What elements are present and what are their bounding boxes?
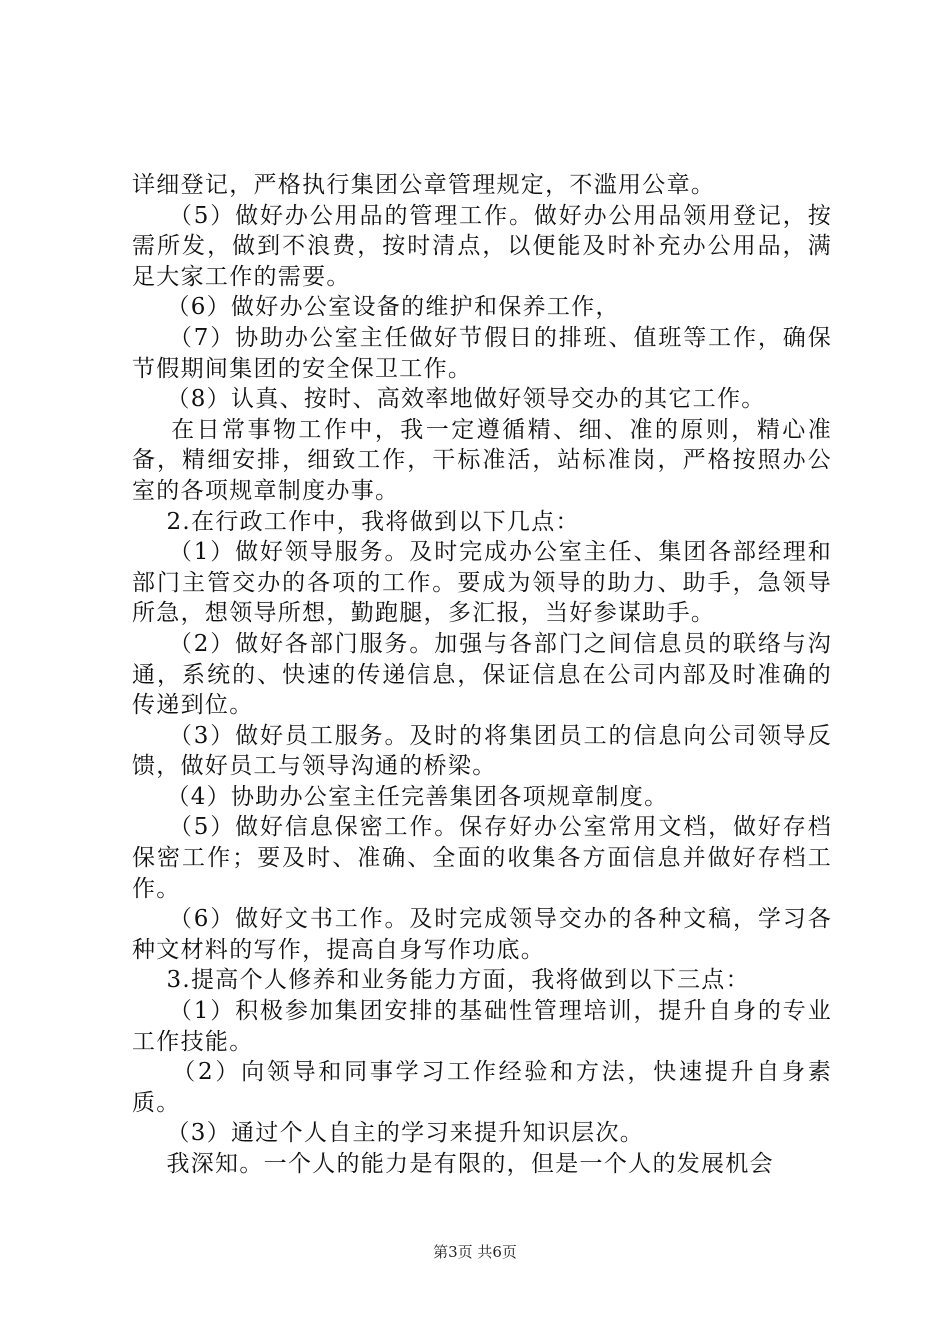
paragraph: 在日常事物工作中，我一定遵循精、细、准的原则，精心准备，精细安排，细致工作，干标准活，站标准岗，严格按照办公室的各项规章制度办事。 <box>132 416 832 504</box>
paragraph: （3）做好员工服务。及时的将集团员工的信息向公司领导反馈，做好员工与领导沟通的桥梁。 <box>132 722 832 780</box>
paragraph: （5）做好办公用品的管理工作。做好办公用品领用登记，按需所发，做到不浪费，按时清点，以便能及时补充办公用品，满足大家工作的需要。 <box>132 202 832 290</box>
paragraph: 3.提高个人修养和业务能力方面，我将做到以下三点： <box>132 967 750 994</box>
paragraph: （4）协助办公室主任完善集团各项规章制度。 <box>132 783 669 810</box>
paragraph: 我深知。一个人的能力是有限的，但是一个人的发展机会 <box>132 1151 774 1177</box>
paragraph: （1）做好领导服务。及时完成办公室主任、集团各部经理和部门主管交办的各项的工作。要成为领导的助力、助手，急领导所急，想领导所想，勤跑腿，多汇报，当好参谋助手。 <box>132 539 832 627</box>
document-body <box>132 170 832 1180</box>
paragraph: 详细登记，严格执行集团公章管理规定，不滥用公章。 <box>132 172 716 198</box>
paragraph: （2）向领导和同事学习工作经验和方法，快速提升自身素质。 <box>132 1059 832 1116</box>
paragraph: （7）协助办公室主任做好节假日的排班、值班等工作，确保节假期间集团的安全保卫工作。 <box>132 324 832 382</box>
paragraph: 2.在行政工作中，我将做到以下几点： <box>132 508 580 535</box>
paragraph: （1）积极参加集团安排的基础性管理培训，提升自身的专业工作技能。 <box>132 998 832 1055</box>
paragraph: （2）做好各部门服务。加强与各部门之间信息员的联络与沟通，系统的、快速的传递信息，保证信息在公司内部及时准确的传递到位。 <box>132 630 832 719</box>
paragraph: （6）做好文书工作。及时完成领导交办的各种文稿，学习各种文材料的写作，提高自身写作功底。 <box>132 906 832 963</box>
paragraph: （8）认真、按时、高效率地做好领导交办的其它工作。 <box>132 386 766 413</box>
paragraph: （3）通过个人自主的学习来提升知识层次。 <box>132 1120 645 1147</box>
paragraph: （5）做好信息保密工作。保存好办公室常用文档，做好存档保密工作；要及时、准确、全面的收集各方面信息并做好存档工作。 <box>132 814 832 902</box>
paragraph: （6）做好办公室设备的维护和保养工作， <box>132 294 620 321</box>
page-footer: 第3页 共6页 <box>433 1243 517 1261</box>
